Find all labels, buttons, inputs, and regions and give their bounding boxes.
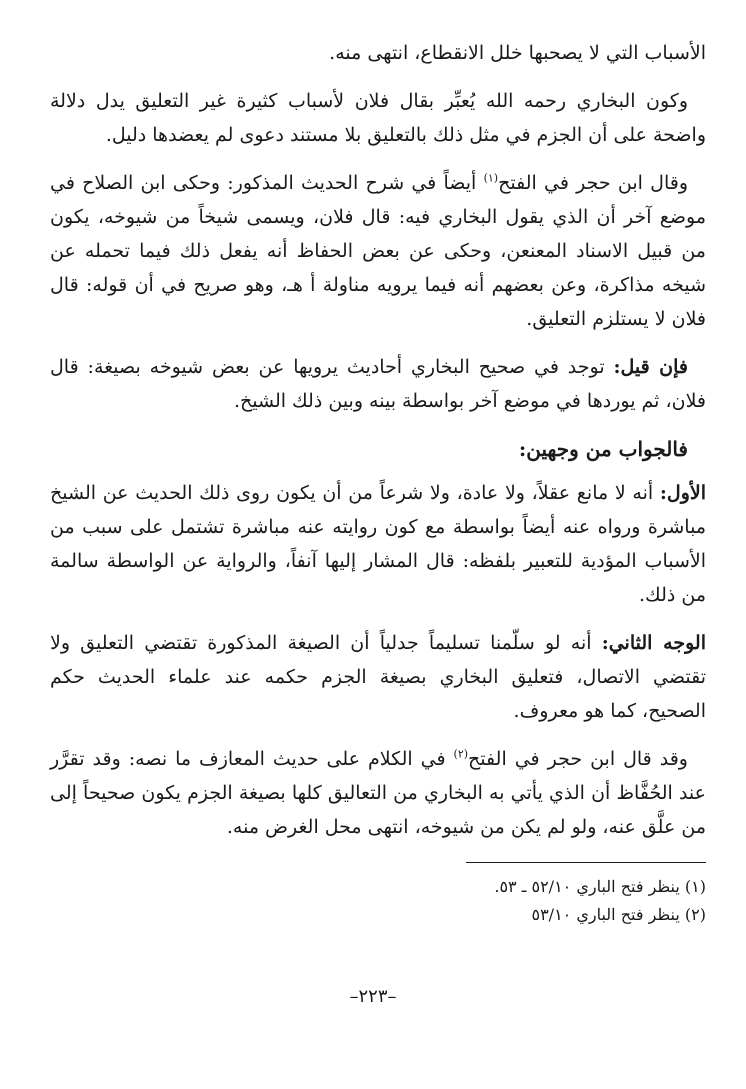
paragraph-2-text: وكون البخاري رحمه الله يُعبِّر بقال فلان لأسباب كثيرة غير التعليق يدل دلالة واضحة على أن الجزم في مثل ذلك بالتعليق بلا مستند دعوى لم يعضدها دليل. bbox=[50, 90, 706, 146]
paragraph-7-text-a: وقد قال ابن حجر في الفتح bbox=[468, 748, 688, 770]
paragraph-5 bbox=[50, 476, 706, 612]
paragraph-3 bbox=[50, 166, 706, 336]
footnote-1: (١) ينظر فتح الباري ٥٢/١٠ ـ ٥٣. bbox=[494, 877, 706, 896]
paragraph-7-text-b: في الكلام على حديث المعازف ما نصه: وقد تقرَّر عند الحُفَّاظ أن الذي يأتي به البخاري من التعاليق كلها بصيغة الجزم يكون صحيحاً إلى من علَّق عنه، ولو لم يكن من شيوخه، انتهى محل الغرض منه. bbox=[50, 748, 706, 838]
paragraph-5-text: أنه لا مانع عقلاً، ولا عادة، ولا شرعاً من أن يكون روى ذلك الحديث عن الشيخ مباشرة ورواه عنه أيضاً بواسطة مع كون روايته عنه مباشرة تشتمل على سبب من الأسباب المؤدية للتعبير بلفظه: قال المشار إليها آنفاً، والرواية عن الواسطة سالمة من ذلك. bbox=[50, 482, 706, 606]
paragraph-3-text-a: وقال ابن حجر في الفتح bbox=[498, 172, 688, 194]
page-number: –٢٢٣– bbox=[349, 986, 397, 1007]
footnote-ref-2[interactable]: (٢) bbox=[453, 747, 469, 761]
paragraph-1-text: الأسباب التي لا يصحبها خلل الانقطاع، انتهى منه. bbox=[329, 42, 706, 64]
footnote-2: (٢) ينظر فتح الباري ٥٣/١٠ bbox=[531, 905, 706, 924]
footnote-divider bbox=[466, 862, 706, 863]
paragraph-4 bbox=[50, 350, 706, 418]
answer-heading: فالجواب من وجهين: bbox=[518, 437, 688, 461]
paragraph-4-lead: فإن قيل: bbox=[613, 356, 688, 378]
paragraph-1 bbox=[50, 36, 706, 70]
paragraph-6-lead: الوجه الثاني: bbox=[601, 632, 706, 654]
paragraph-6 bbox=[50, 626, 706, 728]
paragraph-6-text: أنه لو سلّمنا تسليماً جدلياً أن الصيغة المذكورة تقتضي التعليق ولا تقتضي الاتصال، فتعليق البخاري بصيغة الجزم حكمه عند علماء الحديث حكم الصحيح، كما هو معروف. bbox=[50, 632, 706, 722]
paragraph-4-text: توجد في صحيح البخاري أحاديث يرويها عن بعض شيوخه بصيغة: قال فلان، ثم يوردها في موضع آخر بواسطة بينه وبين ذلك الشيخ. bbox=[50, 356, 706, 412]
footnote-ref-1[interactable]: (١) bbox=[483, 171, 499, 185]
paragraph-2 bbox=[50, 84, 706, 152]
paragraph-7 bbox=[50, 742, 706, 844]
paragraph-5-lead: الأول: bbox=[659, 482, 706, 504]
paragraph-3-text-b: أيضاً في شرح الحديث المذكور: وحكى ابن الصلاح في موضع آخر أن الذي يقول البخاري فيه: قال فلان، ويسمى شيخاً من شيوخه، يكون من قبيل الاسناد المعنعن، وحكى عن بعض الحفاظ أنه يفعل ذلك فيما تحمله عن شيخه مذاكرة، وعن بعضهم أنه فيما يرويه مناولة أ هـ، وهو صريح في أن قوله: قال فلان لا يستلزم التعليق. bbox=[50, 172, 706, 330]
